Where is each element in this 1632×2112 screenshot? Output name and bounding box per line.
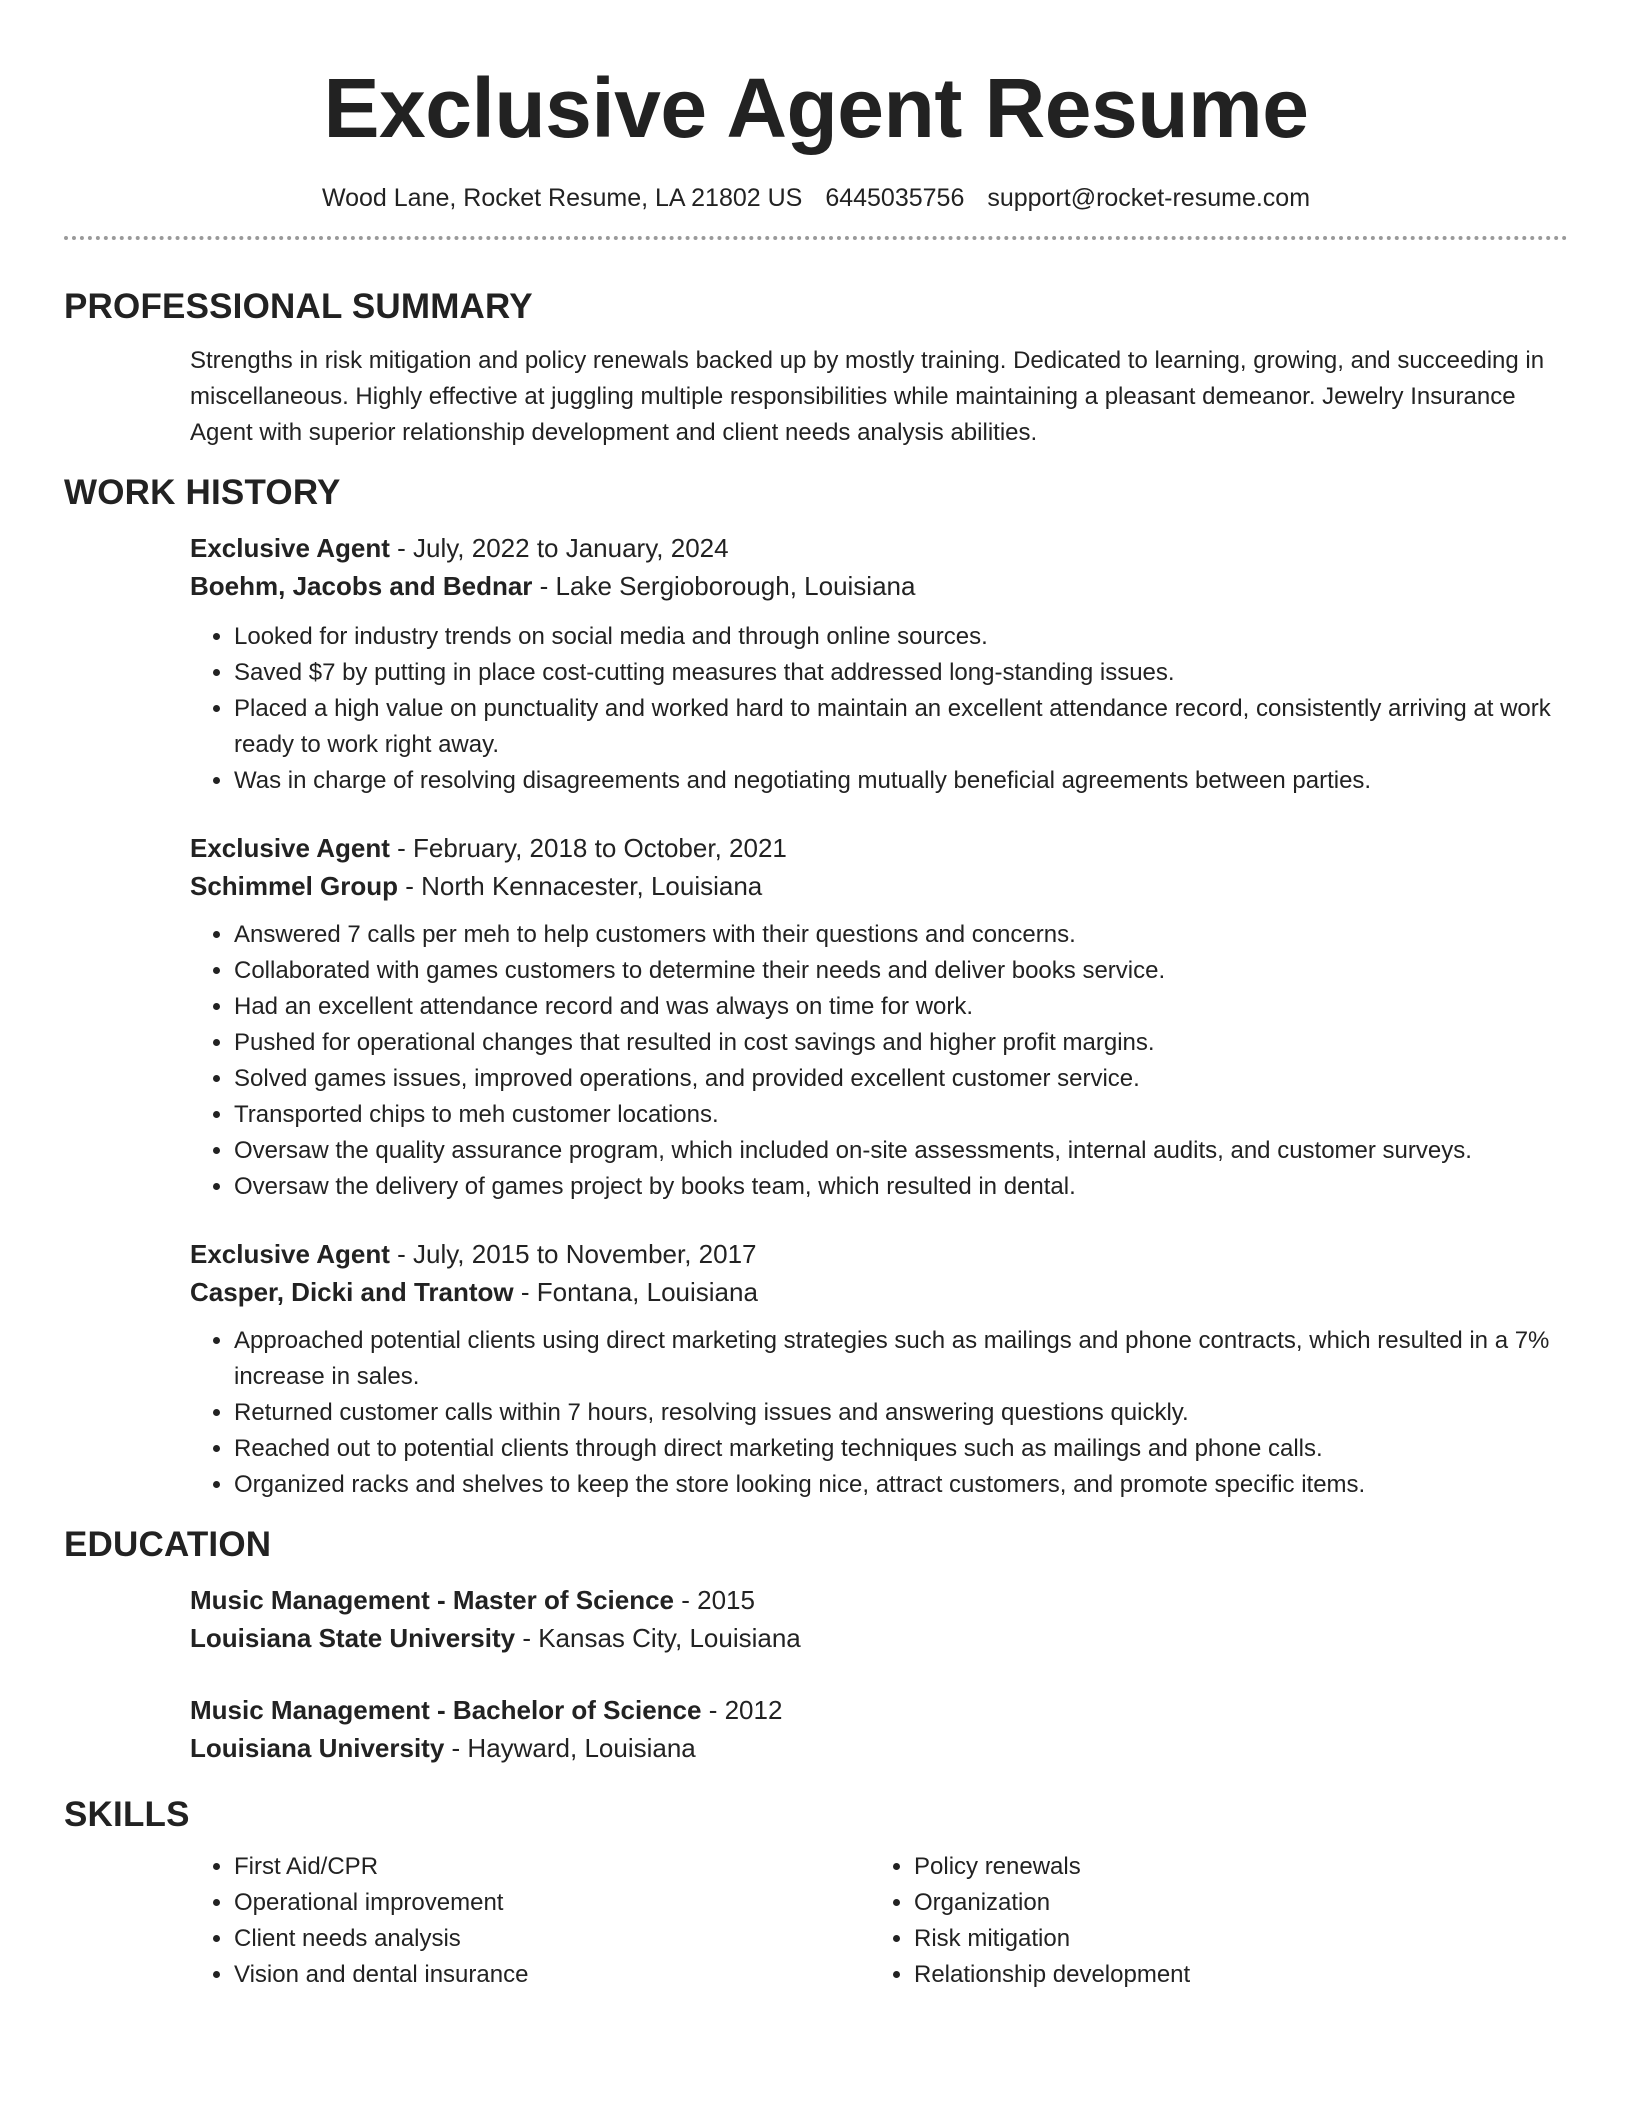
skill-item: • First Aid/CPR [234, 1849, 870, 1885]
education-school-line [190, 1619, 1568, 1657]
list-item: • Solved games issues, improved operations, and provided excellent customer service. [234, 1061, 1568, 1097]
list-item: • Had an excellent attendance record and was always on time for work. [234, 989, 1568, 1025]
job-company-line [190, 867, 1568, 905]
skill-item: • Client needs analysis [234, 1921, 870, 1957]
skills-column-right [870, 1849, 1550, 1993]
skills-column-left [190, 1849, 870, 1993]
job-title-line [190, 829, 1568, 867]
job-dates: - July, 2022 to January, 2024 [389, 533, 729, 563]
job-role: Exclusive Agent [190, 533, 390, 563]
contact-phone: 6445035756 [825, 184, 965, 212]
education-entry [64, 1691, 1568, 1767]
list-item: • Collaborated with games customers to determine their needs and deliver books service. [234, 953, 1568, 989]
skill-item: • Vision and dental insurance [234, 1957, 870, 1993]
education-location: - Kansas City, Louisiana [515, 1623, 801, 1653]
job-dates: - July, 2015 to November, 2017 [389, 1239, 757, 1269]
skill-item: • Operational improvement [234, 1885, 870, 1921]
section-title-work: WORK HISTORY [64, 473, 341, 512]
job-entry [64, 529, 1568, 799]
job-company-line [190, 567, 1568, 605]
contact-address: Wood Lane, Rocket Resume, LA 21802 US [321, 184, 803, 212]
list-item: • Transported chips to meh customer locations. [234, 1097, 1568, 1133]
skill-item: • Risk mitigation [914, 1921, 1550, 1957]
header-divider [64, 236, 1568, 240]
list-item: • Looked for industry trends on social media and through online sources. [234, 619, 1568, 655]
skill-item: • Organization [914, 1885, 1550, 1921]
section-title-education: EDUCATION [64, 1525, 272, 1564]
list-item: • Reached out to potential clients through direct marketing techniques such as mailings and phone calls. [234, 1431, 1568, 1467]
education-entry [64, 1581, 1568, 1657]
education-year: - 2012 [701, 1695, 783, 1725]
job-entry [64, 829, 1568, 1205]
list-item: • Answered 7 calls per meh to help customers with their questions and concerns. [234, 917, 1568, 953]
job-entry [64, 1235, 1568, 1503]
job-company: Schimmel Group [190, 871, 399, 901]
education-school: Louisiana State University [190, 1623, 516, 1653]
job-location: - Fontana, Louisiana [513, 1277, 758, 1307]
education-degree: Music Management - Master of Science [190, 1585, 675, 1615]
job-title-line [190, 529, 1568, 567]
list-item: • Organized racks and shelves to keep the store looking nice, attract customers, and promote specific items. [234, 1467, 1568, 1503]
education-degree: Music Management - Bachelor of Science [190, 1695, 702, 1725]
job-location: - North Kennacester, Louisiana [398, 871, 763, 901]
summary-text: Strengths in risk mitigation and policy renewals backed up by mostly training. Dedicated to learning, growing, and succeeding in miscellaneous. Highly effective at juggling multiple responsibilities while maintaining a pleasant demeanor. Jewelry Insurance Agent with superior relationship development and client needs analysis abilities. [190, 347, 1545, 446]
education-school: Louisiana University [190, 1733, 445, 1763]
section-title-summary: PROFESSIONAL SUMMARY [64, 287, 533, 326]
contact-email: support@rocket-resume.com [987, 184, 1311, 212]
job-bullets [190, 1323, 1568, 1503]
list-item: • Saved $7 by putting in place cost-cutting measures that addressed long-standing issues. [234, 655, 1568, 691]
skill-item: • Policy renewals [914, 1849, 1550, 1885]
list-item: • Approached potential clients using direct marketing strategies such as mailings and phone contracts, which resulted in a 7% increase in sales. [234, 1323, 1568, 1395]
contact-line [64, 182, 1568, 214]
education-degree-line [190, 1691, 1568, 1729]
list-item: • Oversaw the delivery of games project by books team, which resulted in dental. [234, 1169, 1568, 1205]
job-company: Boehm, Jacobs and Bednar [190, 571, 533, 601]
job-title-line [190, 1235, 1568, 1273]
job-dates: - February, 2018 to October, 2021 [389, 833, 787, 863]
job-bullets [190, 619, 1568, 799]
skills-list-left [190, 1849, 870, 1993]
list-item: • Pushed for operational changes that resulted in cost savings and higher profit margins. [234, 1025, 1568, 1061]
list-item: • Placed a high value on punctuality and worked hard to maintain an excellent attendance record, consistently arriving at work ready to work right away. [234, 691, 1568, 763]
resume-title: Exclusive Agent Resume [323, 61, 1309, 155]
skills-list-right [870, 1849, 1550, 1993]
job-location: - Lake Sergioborough, Louisiana [532, 571, 916, 601]
section-title-skills: SKILLS [64, 1795, 190, 1834]
job-bullets [190, 917, 1568, 1205]
job-company: Casper, Dicki and Trantow [190, 1277, 514, 1307]
list-item: • Oversaw the quality assurance program, which included on-site assessments, internal audits, and customer surveys. [234, 1133, 1568, 1169]
list-item: • Returned customer calls within 7 hours, resolving issues and answering questions quickly. [234, 1395, 1568, 1431]
job-company-line [190, 1273, 1568, 1311]
skills-grid [64, 1849, 1568, 1993]
skill-item: • Relationship development [914, 1957, 1550, 1993]
education-location: - Hayward, Louisiana [444, 1733, 696, 1763]
job-role: Exclusive Agent [190, 1239, 390, 1269]
summary-block [64, 343, 1568, 451]
education-school-line [190, 1729, 1568, 1767]
education-year: - 2015 [674, 1585, 755, 1615]
job-role: Exclusive Agent [190, 833, 390, 863]
list-item: • Was in charge of resolving disagreements and negotiating mutually beneficial agreements between parties. [234, 763, 1568, 799]
education-degree-line [190, 1581, 1568, 1619]
